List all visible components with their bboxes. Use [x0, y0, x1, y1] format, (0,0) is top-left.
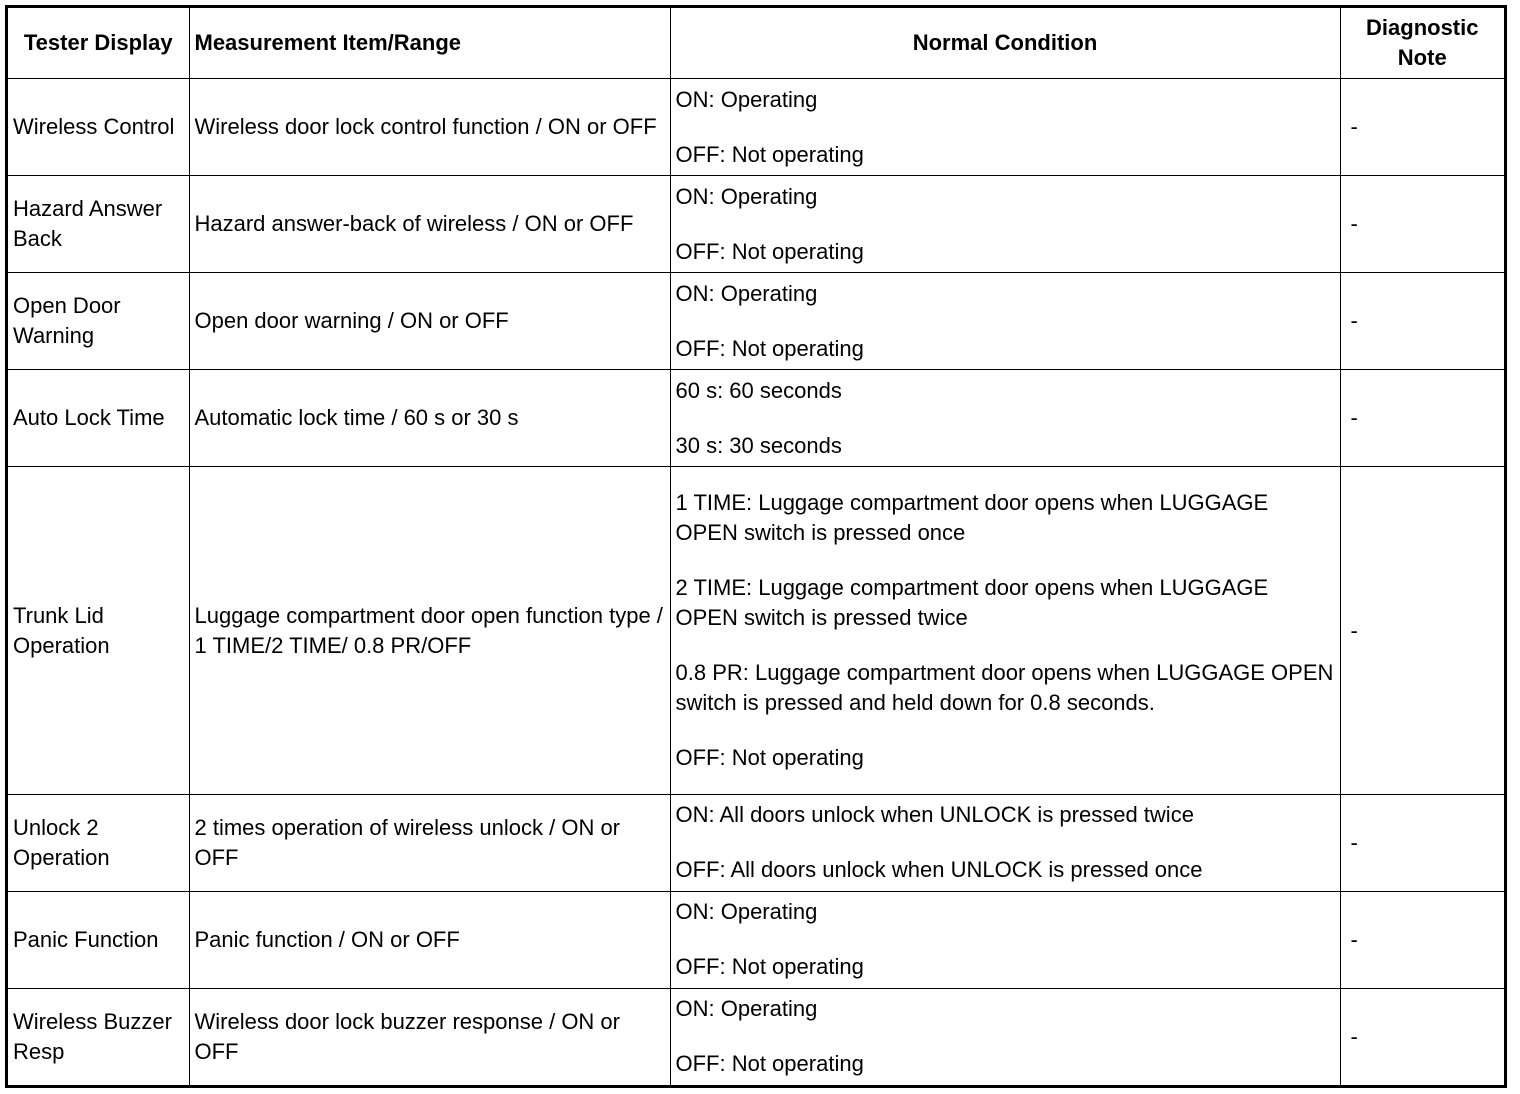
tester-display-cell: Trunk Lid Operation: [8, 467, 189, 794]
tester-display-cell: Wireless Control: [8, 79, 189, 176]
normal-condition-cell: [670, 176, 1340, 273]
table-row: [8, 79, 1504, 176]
header-row: [8, 8, 1504, 79]
diagnostic-table: [8, 8, 1504, 1085]
measurement-cell: Wireless door lock control function / ON or OFF: [189, 79, 670, 176]
condition-line: OFF: Not operating: [675, 141, 864, 167]
diagnostic-note-cell: -: [1340, 176, 1504, 273]
table-row: [8, 370, 1504, 467]
diagnostic-note-cell: -: [1340, 794, 1504, 891]
condition-line: OFF: Not operating: [675, 1051, 864, 1077]
table-row: [8, 794, 1504, 891]
tester-display-cell: Auto Lock Time: [8, 370, 189, 467]
header-tester-display: Tester Display: [8, 8, 189, 79]
header-normal-condition: Normal Condition: [670, 8, 1340, 79]
diagnostic-note-cell: -: [1340, 988, 1504, 1085]
condition-line: 2 TIME: Luggage compartment door opens when LUGGAGE OPEN switch is pressed twice: [675, 575, 1269, 631]
diagnostic-note-cell: -: [1340, 79, 1504, 176]
measurement-cell: Luggage compartment door open function type / 1 TIME/2 TIME/ 0.8 PR/OFF: [189, 467, 670, 794]
diagnostic-table-container: [5, 5, 1507, 1088]
condition-line: ON: Operating: [675, 183, 818, 209]
measurement-cell: 2 times operation of wireless unlock / ON or OFF: [189, 794, 670, 891]
condition-line: OFF: Not operating: [675, 954, 864, 980]
table-row: [8, 467, 1504, 794]
normal-condition-cell: [670, 79, 1340, 176]
diagnostic-note-cell: -: [1340, 273, 1504, 370]
measurement-cell: Wireless door lock buzzer response / ON or OFF: [189, 988, 670, 1085]
header-measurement: Measurement Item/Range: [189, 8, 670, 79]
condition-line: ON: Operating: [675, 280, 818, 306]
condition-line: ON: Operating: [675, 996, 818, 1022]
measurement-cell: Automatic lock time / 60 s or 30 s: [189, 370, 670, 467]
normal-condition-cell: [670, 467, 1340, 794]
tester-display-cell: Panic Function: [8, 891, 189, 988]
diagnostic-note-cell: -: [1340, 467, 1504, 794]
table-row: [8, 176, 1504, 273]
condition-line: OFF: Not operating: [675, 335, 864, 361]
measurement-cell: Hazard answer-back of wireless / ON or OFF: [189, 176, 670, 273]
table-row: [8, 273, 1504, 370]
condition-line: ON: Operating: [675, 86, 818, 112]
tester-display-cell: Unlock 2 Operation: [8, 794, 189, 891]
diagnostic-note-cell: -: [1340, 891, 1504, 988]
condition-line: 60 s: 60 seconds: [675, 377, 842, 403]
diagnostic-note-cell: -: [1340, 370, 1504, 467]
normal-condition-cell: [670, 891, 1340, 988]
table-row: [8, 988, 1504, 1085]
condition-line: OFF: Not operating: [675, 745, 864, 771]
normal-condition-cell: [670, 794, 1340, 891]
condition-line: 0.8 PR: Luggage compartment door opens when LUGGAGE OPEN switch is pressed and held down for 0.8 seconds.: [675, 660, 1334, 716]
measurement-cell: Open door warning / ON or OFF: [189, 273, 670, 370]
tester-display-cell: Hazard Answer Back: [8, 176, 189, 273]
normal-condition-cell: [670, 273, 1340, 370]
table-row: [8, 891, 1504, 988]
normal-condition-cell: [670, 988, 1340, 1085]
condition-line: OFF: All doors unlock when UNLOCK is pressed once: [675, 857, 1203, 883]
condition-line: ON: Operating: [675, 899, 818, 925]
condition-line: 1 TIME: Luggage compartment door opens when LUGGAGE OPEN switch is pressed once: [675, 490, 1269, 546]
tester-display-cell: Open Door Warning: [8, 273, 189, 370]
normal-condition-cell: [670, 370, 1340, 467]
header-diagnostic-note: Diagnostic Note: [1340, 8, 1504, 79]
measurement-cell: Panic function / ON or OFF: [189, 891, 670, 988]
condition-line: 30 s: 30 seconds: [675, 432, 842, 458]
tester-display-cell: Wireless Buzzer Resp: [8, 988, 189, 1085]
condition-line: ON: All doors unlock when UNLOCK is pressed twice: [675, 802, 1194, 828]
condition-line: OFF: Not operating: [675, 238, 864, 264]
